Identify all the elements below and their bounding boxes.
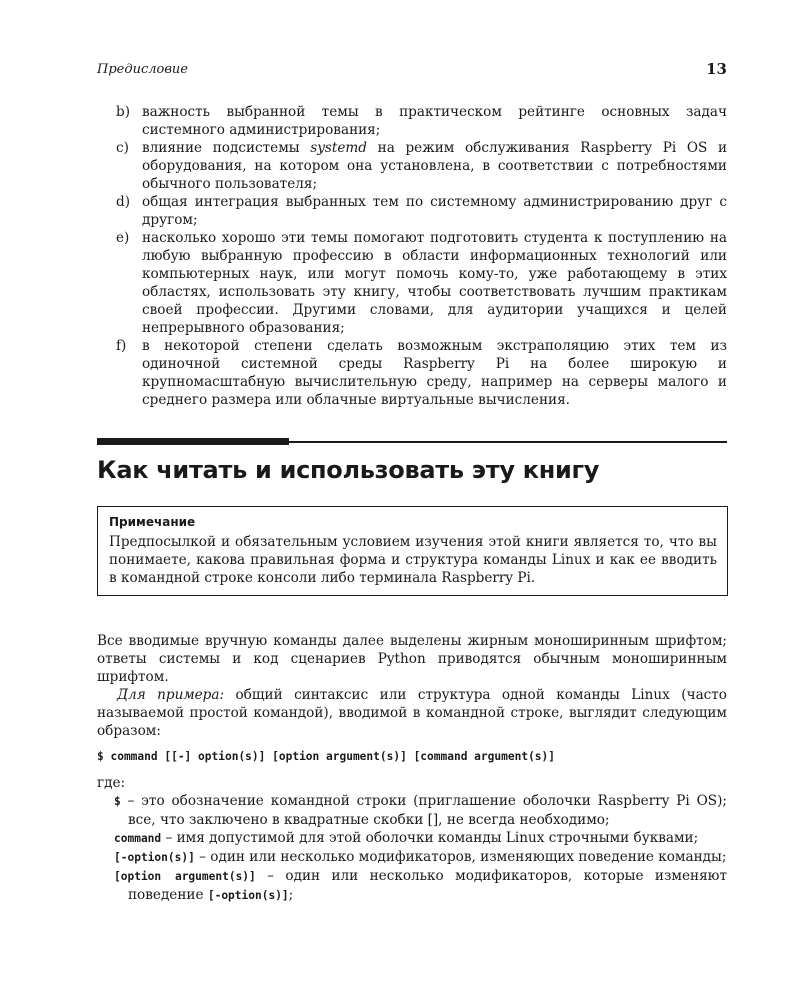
definition-term: command [114,832,162,845]
definition-item [97,848,727,867]
list-item-text-post: на режим обслуживания Raspberry Pi OS и оборудования, на котором она установлена, в соответствии с потребностями обычного пользователя; [142,140,728,192]
note-text: Предпосылкой и обязательным условием изучения этой книги является то, что вы понимаете, какова правильная форма и структура команды Linux и как ее вводить в командной строке консоли либо терминала Raspberry Pi. [109,534,717,586]
definition-desc: – это обозначение командной строки (приглашение оболочки Raspberry Pi OS); все, что заключено в квадратные скобки [], не всегда необходимо; [120,793,727,828]
command-syntax: $ command [[-] option(s)] [option argument(s)] [command argument(s)] [97,750,556,763]
list-item [97,103,727,139]
running-section-title: Предисловие [97,62,188,77]
definition-tail: ; [288,887,294,903]
definition-term: [-option(s)] [114,851,195,864]
paragraph-text: общий синтаксис или структура одной команды Linux (часто называемой простой командой), вводимой в командной строке, выглядит следующим образом: [97,687,727,739]
note-box [97,506,728,596]
section-heading: Как читать и использовать эту книгу [97,456,600,484]
list-item-text-pre: влияние подсистемы [142,140,311,156]
list-item-text: общая интеграция выбранных тем по системному администрированию друг с другом; [142,194,727,228]
definition-list [97,792,727,905]
definition-item [97,829,727,848]
list-item-emphasis: systemd [310,140,367,156]
definition-term-inline: [-option(s)] [207,889,289,902]
definition-desc: – один или несколько модификаторов, которые изменяют поведение [128,868,727,903]
list-marker: e) [116,230,130,246]
list-item [97,193,727,229]
definition-desc: – один или несколько модификаторов, изменяющих поведение команды; [194,849,727,865]
list-marker: c) [116,140,129,156]
definition-term: [option argument(s)] [114,870,256,883]
paragraph [97,686,727,740]
list-item [97,139,727,193]
definition-desc: – имя допустимой для этой оболочки команды Linux строчными буквами; [161,830,699,846]
list-item-text: важность выбранной темы в практическом рейтинге основных задач системного администрирования; [142,104,727,138]
body-text [97,632,727,905]
criteria-list [97,103,727,409]
section-divider-accent [97,438,289,445]
where-label: где: [97,775,126,791]
list-item-text: насколько хорошо эти темы помогают подготовить студента к поступлению на любую выбранную профессию в области информационных технологий или компьютерных наук, или могут помочь кому-то, уже работающему в этих областях, использовать эту книгу, чтобы соответствовать лучшим практикам своей профессии. Другими словами, для аудитории учащихся и целей непрерывного образования; [142,230,727,336]
definition-term: $ [114,795,121,808]
page-number: 13 [706,60,727,78]
definition-item [97,792,727,829]
list-marker: b) [116,104,131,120]
note-title: Примечание [109,515,196,529]
definition-item [97,867,727,905]
list-item [97,229,727,337]
list-marker: f) [116,338,127,354]
list-item [97,337,727,409]
running-header [97,62,727,84]
list-item-text: в некоторой степени сделать возможным экстраполяцию этих тем из одиночной системной среды Raspberry Pi на более широкую и крупномасштабную вычислительную среду, например на серверы малого и среднего размера или облачные виртуальные вычисления. [142,338,727,408]
paragraph-emphasis: Для примера: [117,687,225,703]
paragraph: Все вводимые вручную команды далее выделены жирным моноширинным шрифтом; ответы системы и код сценариев Python приводятся обычным моноширинным шрифтом. [97,633,727,685]
list-marker: d) [116,194,131,210]
